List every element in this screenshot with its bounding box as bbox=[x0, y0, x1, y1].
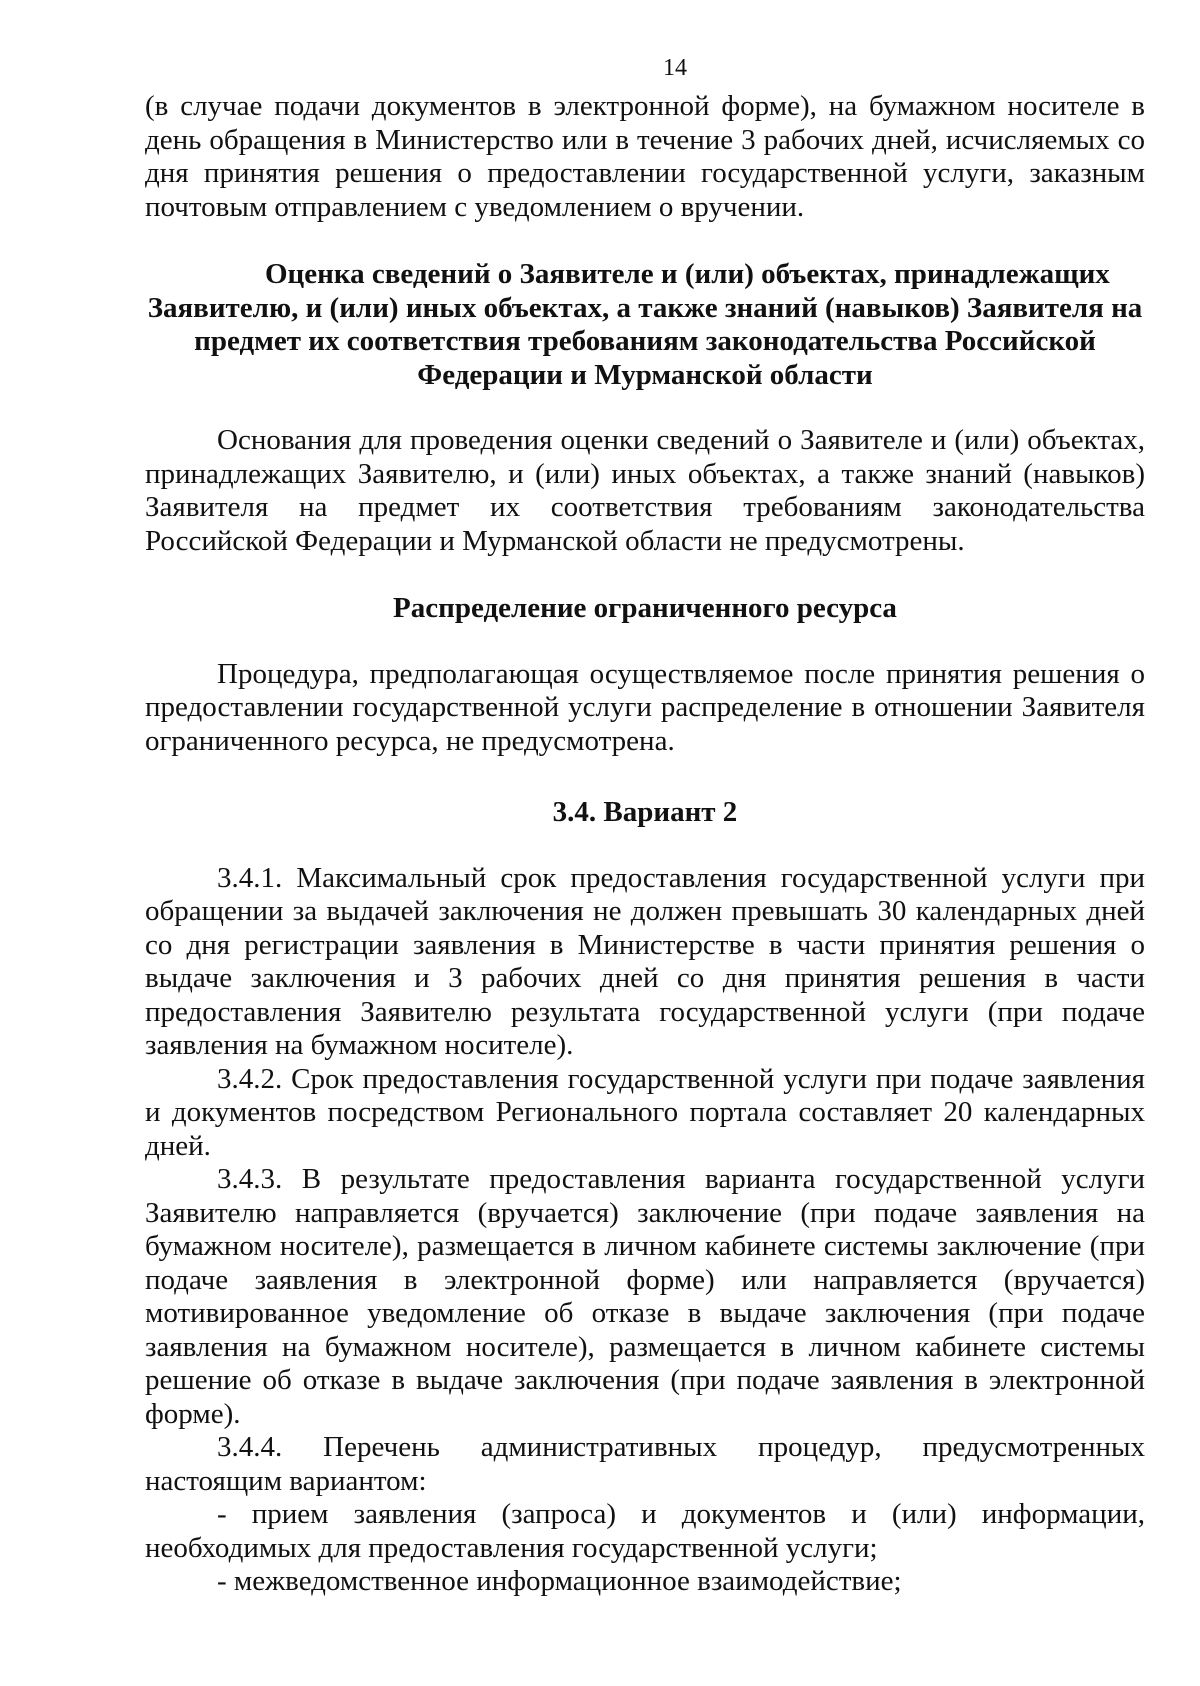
page-number: 14 bbox=[663, 55, 687, 81]
assessment-body: Основания для проведения оценки сведений о Заявителе и (или) объектах, принадлежащих Заявителю, и (или) иных объектах, а также знаний (навыков) Заявителя на предмет их соответствия требованиям законодательства Российской Федерации и Мурманской области не предусмотрены. bbox=[145, 424, 1145, 557]
assessment-heading bbox=[145, 258, 1145, 392]
document-page bbox=[145, 52, 1145, 1599]
list-item: - прием заявления (запроса) и документов и (или) информации, необходимых для предоставления государственной услуги; bbox=[145, 1498, 1145, 1564]
variant-heading: 3.4. Вариант 2 bbox=[552, 796, 738, 828]
paragraph-3-4-4: 3.4.4. Перечень административных процедур, предусмотренных настоящим вариантом: bbox=[145, 1431, 1145, 1497]
assessment-heading-rest: Заявителю, и (или) иных объектах, а также знаний (навыков) Заявителя на предмет их соответствия требованиям законодательства Российской Федерации и Мурманской области bbox=[147, 291, 1143, 391]
resource-body: Процедура, предполагающая осуществляемое после принятия решения о предоставлении государственной услуги распределение в отношении Заявителя ограниченного ресурса, не предусмотрена. bbox=[145, 657, 1145, 757]
assessment-heading-line1: Оценка сведений о Заявителе и (или) объектах, принадлежащих bbox=[265, 258, 1110, 290]
paragraph-3-4-1: 3.4.1. Максимальный срок предоставления государственной услуги при обращении за выдачей заключения не должен превышать 30 календарных дней со дня регистрации заявления в Министерстве в части принятия решения о выдаче заключения и 3 рабочих дней со дня принятия решения в части предоставления Заявителю результата государственной услуги (при подаче заявления на бумажном носителе). bbox=[145, 861, 1145, 1061]
paragraph-3-4-3: 3.4.3. В результате предоставления варианта государственной услуги Заявителю направляется (вручается) заключение (при подаче заявления на бумажном носителе), размещается в личном кабинете системы заключение (при подаче заявления в электронной форме) или направляется (вручается) мотивированное уведомление об отказе в выдаче заключения (при подаче заявления на бумажном носителе), размещается в личном кабинете системы решение об отказе в выдаче заключения (при подаче заявления в электронной форме). bbox=[145, 1163, 1145, 1430]
intro-paragraph: (в случае подачи документов в электронной форме), на бумажном носителе в день обращения в Министерство или в течение 3 рабочих дней, исчисляемых со дня принятия решения о предоставлении государственной услуги, заказным почтовым отправлением с уведомлением о вручении. bbox=[145, 90, 1145, 223]
paragraph-3-4-2: 3.4.2. Срок предоставления государственной услуги при подаче заявления и документов посредством Регионального портала составляет 20 календарных дней. bbox=[145, 1062, 1145, 1162]
resource-heading: Распределение ограниченного ресурса bbox=[393, 592, 897, 624]
list-item: - межведомственное информационное взаимодействие; bbox=[217, 1565, 902, 1597]
